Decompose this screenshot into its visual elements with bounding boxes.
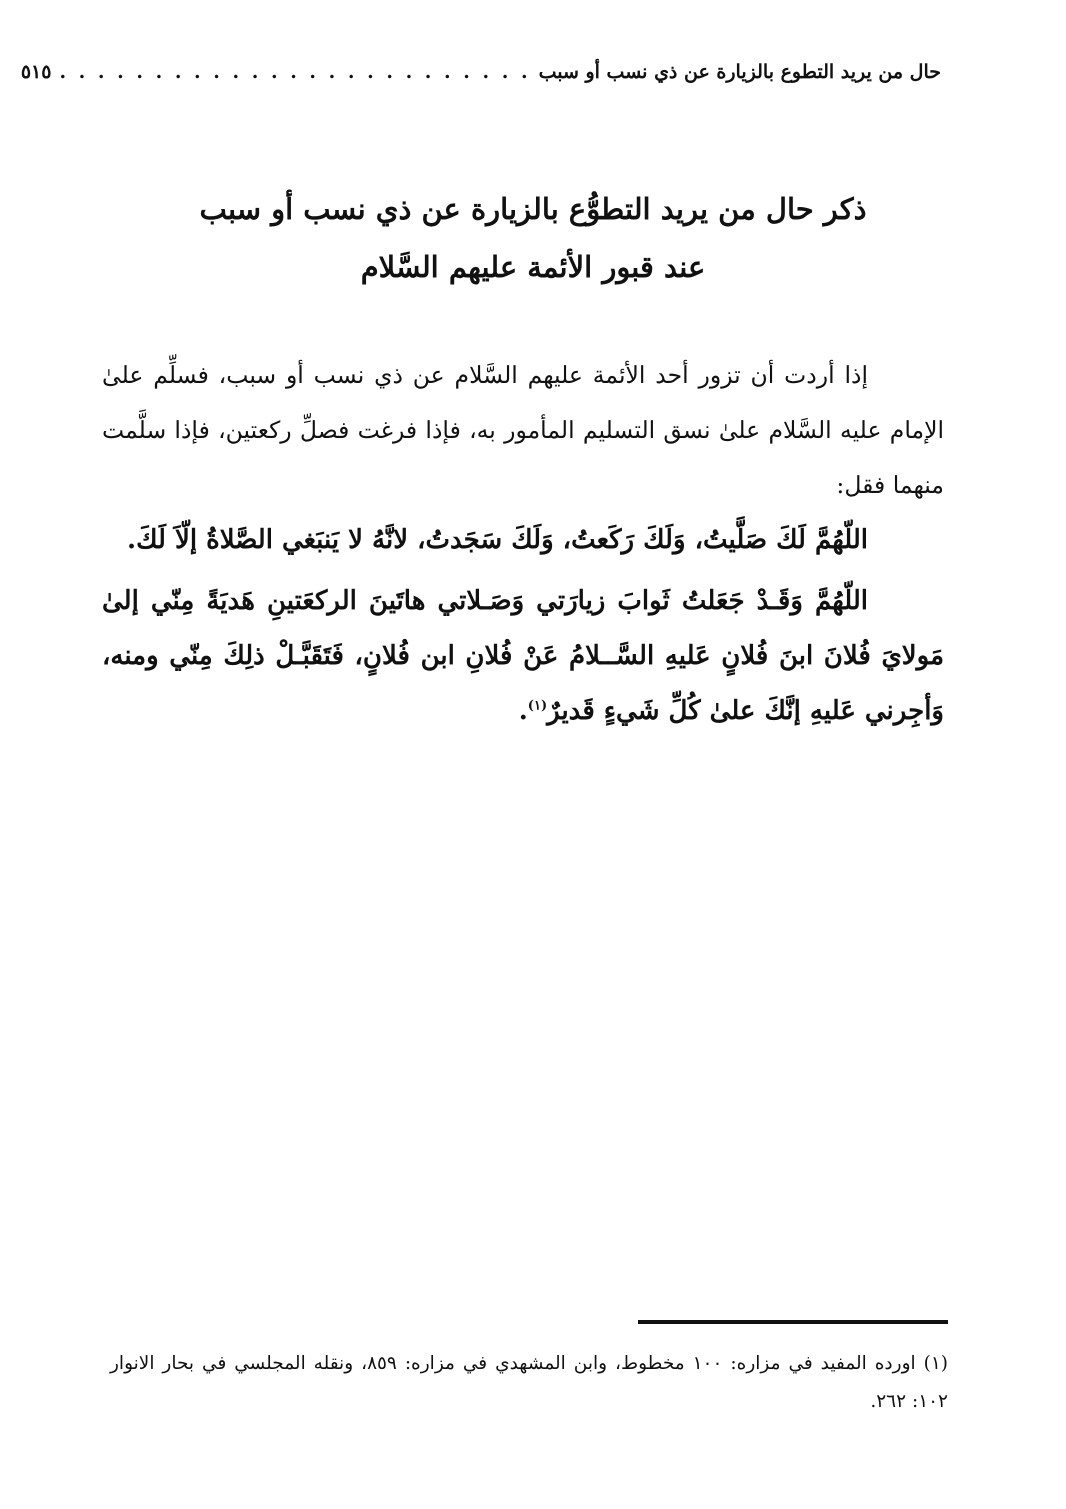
- body-text: [102, 348, 944, 739]
- chapter-title: [150, 180, 916, 296]
- leader-dots: . . . . . . . . . . . . . . . . . . . . . . . . .: [59, 61, 531, 83]
- intro-paragraph: إذا أردت أن تزور أحد الأئمة عليهم السَّلام عن ذي نسب أو سبب، فسلِّم علىٰ الإمام عليه السَّلام علىٰ نسق التسليم المأمور به، فإذا فرغت فصلِّ ركعتين، فإذا سلَّمت منهما فقل:: [102, 361, 944, 499]
- footnote-divider: [638, 1320, 948, 1324]
- footnote-reference: (١): [527, 698, 548, 714]
- supplication-paragraph-1: اللّهُمَّ لَكَ صَلَّيتُ، وَلَكَ رَكَعتُ، وَلَكَ سَجَدتُ، لانَّهُ لا يَنبَغي الصَّلاةُ إلّاَ لَكَ.: [127, 525, 868, 555]
- supplication-paragraph-2: [102, 574, 944, 739]
- supplication-2-text: اللّهُمَّ وَقَـدْ جَعَلتُ ثَوابَ زيارَتي وَصَـلاتي هاتَينَ الركعَتينِ هَديَةً مِنّي إلىٰ مَولايَ فُلانَ ابنَ فُلانٍ عَليهِ السَّــلامُ عَنْ فُلانِ ابن فُلانٍ، فَتَقَبَّـلْ ذلِكَ مِنّي ومنه، وَأجِرني عَليهِ إنَّكَ علىٰ كُلِّ شَيءٍ قَديرٌ: [102, 586, 944, 726]
- page-number: ٥١٥: [20, 61, 52, 83]
- running-header-title: حال من يريد التطوع بالزيارة عن ذي نسب أو سبب: [538, 61, 941, 83]
- supplication-2-end: .: [518, 696, 528, 726]
- footnotes: [110, 1345, 948, 1421]
- chapter-title-line-2: عند قبور الأئمة عليهم السَّلام: [360, 250, 706, 284]
- footnote-1: (١) اورده المفيد في مزاره: ١٠٠ مخطوط، وابن المشهدي في مزاره: ٨٥٩، ونقله المجلسي في بحار الانوار ١٠٢: ٢٦٢.: [110, 1353, 949, 1412]
- running-header: [20, 50, 941, 94]
- chapter-title-line-1: ذكر حال من يريد التطوُّع بالزيارة عن ذي نسب أو سبب: [199, 192, 867, 226]
